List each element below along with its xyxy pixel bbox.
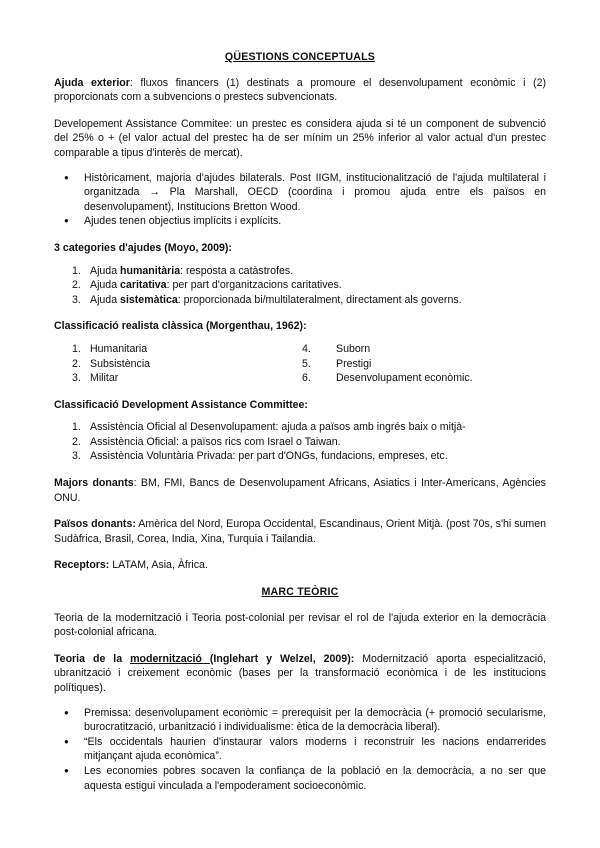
list-item: 2. Subsistència — [72, 357, 151, 370]
section-title-marc-teoric: MARC TEÒRIC — [261, 586, 339, 599]
morgenthau-list-col2 — [300, 342, 546, 386]
section-title-conceptual: QÜESTIONS CONCEPTUALS — [224, 51, 376, 63]
item-number: 3. — [72, 293, 81, 306]
item-number: 2. — [72, 279, 81, 292]
paragraph-majors-donants: Majors donants: BM, FMI, Bancs de Desenvolupament Africans, Asiatics i Inter-Americans, Agències ONU. — [54, 477, 546, 504]
list-item: 3. Assistència Voluntària Privada: per part d'ONGs, fundacions, empreses, etc. — [72, 450, 448, 463]
list-item: ● Premissa: desenvolupament econòmic = prerequisit per la democràcia (+ promoció secularisme, burocratització, urbanització i individualisme: ètica de la democràcia liberal). — [84, 706, 546, 735]
list-item: 1. Assistència Oficial al Desenvolupament: ajuda a països amb ingrés baix o mitjà- — [72, 421, 466, 434]
term-ajuda-exterior: Ajuda exterior — [54, 76, 130, 89]
heading-categories: 3 categories d'ajudes (Moyo, 2009): — [54, 241, 232, 254]
list-item: 6. Desenvolupament econòmic. — [302, 372, 473, 385]
list-item: 3. Ajuda sistemàtica: proporcionada bi/multilateralment, directament als governs. — [72, 293, 462, 306]
list-item: 1. Ajuda humanitària: resposta a catàstrofes. — [72, 264, 294, 277]
paragraph-modernitzacio: Teoria de la modernització (Inglehart y Welzel, 2009): Modernització aporta especialització, ubranització i creixement econòmic (bases per la transformació econòmica i de les institucions polítiques). — [54, 652, 546, 694]
paragraph-receptors: Receptors: LATAM, Asia, Àfrica. — [54, 559, 208, 572]
paragraph-ajuda-exterior — [54, 76, 546, 105]
list-item: ● “Els occidentals haurien d'instaurar valors moderns i reconstruir les nacions endarrerides mitjançant ajuda econòmica”. — [84, 735, 546, 764]
bullet-list-modernitzacio — [54, 706, 546, 794]
heading-morgenthau: Classificació realista clàssica (Morgenthau, 1962): — [54, 320, 307, 333]
list-item: 4. Suborn — [302, 342, 371, 355]
list-item: 1. Humanitaria — [72, 342, 148, 355]
list-item: 3. Militar — [72, 372, 119, 385]
list-item: ● Històricament, majoria d'ajudes bilaterals. Post IIGM, institucionalització de l'ajuda multilateral i organitzada → Pla Marshall, OECD (coordina i promou ajuda entre els països en desenvolupament), Institucions Bretton Wood. — [84, 171, 546, 215]
list-item: 2. Ajuda caritativa: per part d'organitzacions caritatives. — [72, 279, 342, 292]
paragraph-paisos-donants: Països donants: Amèrica del Nord, Europa Occidental, Escandinaus, Orient Mitjà. (post 70s, s'hi sumen Sudàfrica, Brasil, Corea, India, Xina, Turquia i Tailandia. — [54, 518, 547, 545]
list-item: 5. Prestigi — [302, 357, 372, 370]
paragraph-dac-definition: Developement Assistance Commitee: un prestec es considera ajuda si té un component de subvenció del 25% o + (el valor actual del prestec ha de ser mínim un 25% inferior al valor actual d'un prestec comparable a tipus d'interès de mercat). — [54, 117, 546, 159]
numbered-list-dac — [54, 420, 546, 464]
definition-ajuda-exterior: : fluxos financers (1) destinats a promoure el desenvolupament econòmic i (2) proporcionats com a subvencions o prestecs subvencionats. — [54, 76, 546, 104]
heading-dac-classification: Classificació Development Assistance Committee: — [54, 398, 308, 411]
morgenthau-list-col1 — [54, 342, 300, 386]
list-item: ● Les economies pobres socaven la confiança de la població en la democràcia, a no ser que aquesta estigui vinculada a l'empoderament socioeconòmic. — [84, 764, 546, 793]
morgenthau-columns — [54, 342, 546, 386]
list-item: 2. Assistència Oficial: a països rics com Israel o Taiwan. — [72, 435, 341, 448]
bullet-list-history — [54, 171, 546, 229]
document-page — [54, 50, 546, 805]
paragraph-teoria: Teoria de la modernització i Teoria post-colonial per revisar el rol de l'ajuda exterior en la democràcia post-colonial africana. — [54, 611, 546, 639]
item-number: 1. — [72, 264, 81, 277]
list-item: ● Ajudes tenen objectius implícits i explícits. — [84, 214, 546, 229]
numbered-list-categories — [54, 264, 546, 308]
